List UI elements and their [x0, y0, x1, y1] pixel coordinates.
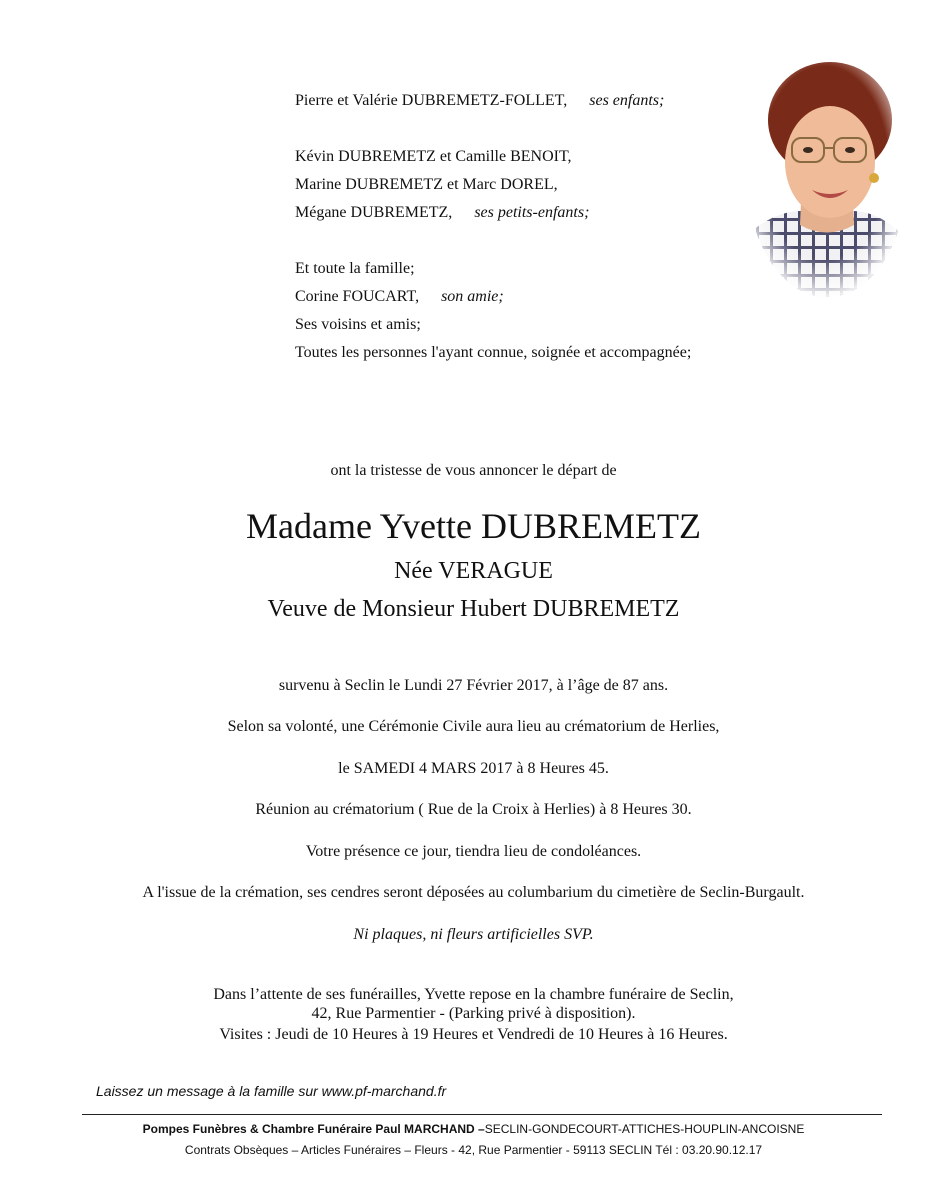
widow-of: Veuve de Monsieur Hubert DUBREMETZ: [267, 596, 680, 622]
family-line-grandchild: [295, 175, 558, 195]
announcement-text: ont la tristesse de vous annoncer le départ de: [330, 462, 617, 479]
viewing-line: Visites : Jeudi de 10 Heures à 19 Heures et Vendredi de 10 Heures à 16 Heures.: [219, 1026, 728, 1043]
family-line-grandchild: [295, 203, 589, 223]
detail-line: Votre présence ce jour, tiendra lieu de condoléances.: [305, 843, 642, 860]
family-names: Ses voisins et amis;: [295, 316, 421, 333]
family-names: Kévin DUBREMETZ et Camille BENOIT,: [295, 148, 572, 165]
family-role: son amie;: [441, 288, 504, 305]
detail-line: Réunion au crématorium ( Rue de la Croix à Herlies) à 8 Heures 30.: [255, 801, 692, 818]
viewing-line: Dans l’attente de ses funérailles, Yvette repose en la chambre funéraire de Seclin,: [213, 986, 734, 1003]
deceased-name: Madame Yvette DUBREMETZ: [246, 506, 701, 546]
detail-line: survenu à Seclin le Lundi 27 Février 2017, à l’âge de 87 ans.: [278, 677, 669, 694]
family-line-grandchild: [295, 147, 572, 167]
family-role: ses petits-enfants;: [474, 204, 590, 221]
family-names: Toutes les personnes l'ayant connue, soignée et accompagnée;: [295, 344, 692, 361]
family-line-other: [295, 315, 421, 335]
detail-line: A l'issue de la crémation, ses cendres seront déposées au columbarium du cimetière de Seclin-Burgault.: [142, 884, 805, 901]
family-names: Et toute la famille;: [295, 260, 415, 277]
family-line-other: [295, 287, 504, 307]
maiden-name: Née VERAGUE: [394, 558, 553, 584]
family-names: Pierre et Valérie DUBREMETZ-FOLLET,: [295, 92, 568, 109]
footer-company: Pompes Funèbres & Chambre Funéraire Paul MARCHAND –: [142, 1122, 485, 1136]
family-role: ses enfants;: [589, 92, 665, 109]
family-line-other: [295, 259, 415, 279]
portrait-photo: [742, 50, 907, 300]
family-names: Mégane DUBREMETZ,: [295, 204, 453, 221]
no-flowers-note: Ni plaques, ni fleurs artificielles SVP.: [353, 926, 594, 943]
footer-contact: Contrats Obsèques – Articles Funéraires – Fleurs - 42, Rue Parmentier - 59113 SECLIN Tél : 03.20.90.12.17: [184, 1143, 763, 1157]
web-message: Laissez un message à la famille sur www.pf-marchand.fr: [96, 1083, 447, 1099]
detail-line: le SAMEDI 4 MARS 2017 à 8 Heures 45.: [338, 760, 609, 777]
viewing-line: 42, Rue Parmentier - (Parking privé à disposition).: [311, 1005, 636, 1022]
footer-locations: SECLIN-GONDECOURT-ATTICHES-HOUPLIN-ANCOISNE: [484, 1122, 805, 1136]
footer-divider: [82, 1114, 882, 1115]
family-line-children: [295, 91, 664, 111]
footer-company-line: [0, 1122, 947, 1136]
family-names: Marine DUBREMETZ et Marc DOREL,: [295, 176, 558, 193]
family-line-other: [295, 343, 691, 363]
detail-line: Selon sa volonté, une Cérémonie Civile aura lieu au crématorium de Herlies,: [227, 718, 720, 735]
family-names: Corine FOUCART,: [295, 288, 420, 305]
